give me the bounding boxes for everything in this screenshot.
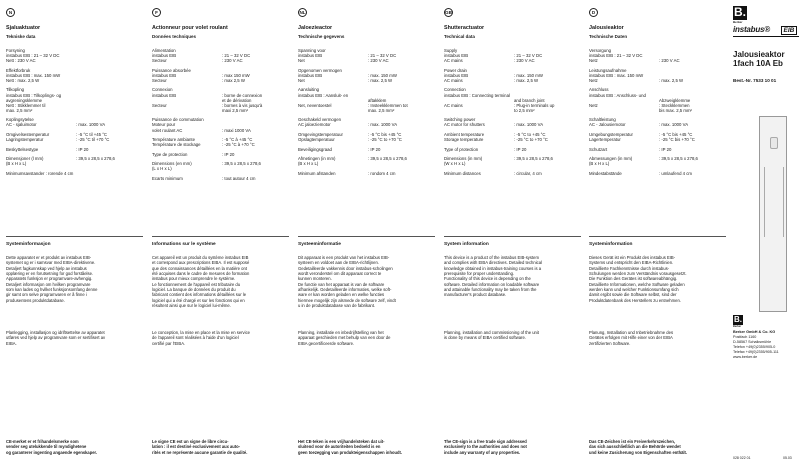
- paragraph-line: logiciel qui a été chargé et sur les fonctions qui en: [152, 297, 245, 303]
- spec-label: instabus EIB: [298, 53, 323, 59]
- spec-label: instabus EIB : 21 – 32 V DC: [589, 53, 643, 59]
- spec-label: Nett : 230 V AC: [6, 58, 36, 64]
- spec-label: Tilkopling: [6, 87, 24, 93]
- spec-label: Dimensions (in mm): [444, 156, 483, 161]
- spec-label: Forsyning: [6, 48, 25, 53]
- spec-label: AC jaloeziemotor: [298, 122, 331, 128]
- order-number: Best.-Nr. 7533 10 01: [733, 78, 777, 83]
- footer-code: 028 022 01: [733, 456, 751, 460]
- spec-value: : 39,5 x 28,5 x 278,6: [76, 156, 115, 161]
- spec-label: Omgivelsestemperatur: [6, 131, 50, 137]
- ce-line: CE-merket er et frihandelsmerke som: [6, 439, 79, 444]
- paragraph-line: software. Detailed information on loadable software: [444, 281, 540, 287]
- language-column: [444, 0, 584, 467]
- system-info-paragraph: [444, 255, 581, 298]
- product-title: Jaloezieactor: [298, 25, 333, 31]
- language-column: [152, 0, 292, 467]
- spec-list: [152, 48, 292, 248]
- spec-label: Connection: [444, 87, 466, 93]
- instabus-logo: instabus®: [733, 25, 770, 34]
- system-info-paragraph: [6, 255, 143, 303]
- paragraph-line: gir samt om selve programvaren er å finne i: [6, 292, 87, 298]
- ce-notice: [298, 439, 435, 455]
- spec-label: AC mains: [444, 77, 463, 83]
- spec-label: Power drain: [444, 67, 467, 73]
- spec-value: : 230 V AC: [368, 58, 389, 64]
- paragraph-line: Le fonctionnement de l'appareil est tributaire du: [152, 281, 241, 287]
- spec-label: Température de stockage: [152, 142, 201, 148]
- address-line: www.berker.de: [733, 355, 758, 359]
- spec-value: : 21 – 32 V DC: [368, 53, 397, 59]
- spec-label: Minimum distances: [444, 170, 481, 176]
- paragraph-line: ware er kan worden geladen en welke functies: [298, 292, 385, 298]
- paragraph-line: Cet appareil est un produit du système instabus EIB: [152, 255, 249, 260]
- product-title: Actionneur pour volet roulant: [152, 25, 228, 31]
- spec-value: Abzweigklemme: [659, 97, 691, 103]
- paragraph-line: and complies with EIBA directives. Detailed technical: [444, 260, 542, 266]
- ce-notice: [6, 439, 143, 455]
- spec-label: (L x H x L): [152, 166, 172, 172]
- spec-label: instabus EIB : 21 – 32 V DC: [6, 53, 60, 59]
- ce-line: Das CE-Zeichen ist ein Freiverkehrszeichen,: [589, 439, 676, 444]
- spec-value: : max. 150 mW: [368, 72, 397, 78]
- spec-value: : 39,5 x 28,5 x 278,6: [514, 156, 553, 161]
- product-title: Shutteractuator: [444, 25, 485, 31]
- spec-label: Température ambiante: [152, 137, 195, 142]
- paragraph-line: Dieses Gerät ist ein Produkt des instabus EIB-: [589, 255, 676, 260]
- ce-notice: [589, 439, 726, 455]
- language-column: [589, 0, 729, 467]
- spec-value: : max. 1000 VA: [76, 122, 106, 128]
- spec-label: Lagertemperatur: [589, 137, 621, 142]
- section-divider: [152, 236, 289, 237]
- spec-label: Beskyttelsestype: [6, 146, 39, 152]
- paragraph-line: Detaillierte Informationen, welche Software geladen: [589, 281, 685, 287]
- spec-label: Alimentation: [152, 48, 176, 53]
- spec-label: Schutzart: [589, 146, 608, 152]
- paragraph-line: Schulungen werden zum Verständnis vorausgesetzt.: [589, 271, 687, 277]
- product-title-1: Jalousieaktor: [733, 50, 785, 59]
- paragraph-line: Detaillierte Fachkenntnisse durch instabus-: [589, 265, 670, 271]
- spec-label: Net: [298, 58, 305, 64]
- spec-label: Leistungsaufnahme: [589, 67, 627, 73]
- spec-label: Effektforbruk: [6, 67, 31, 73]
- device-body: [764, 167, 784, 237]
- paragraph-line: manufacturer's product database.: [444, 292, 507, 298]
- spec-value: : 230 V AC: [659, 58, 680, 64]
- paragraph-line: afhankelijk. Gedetailleerde informaties, welke soft-: [298, 287, 392, 293]
- spec-value: : IP 20: [368, 146, 381, 152]
- spec-value: : max. 2,5 W: [514, 77, 539, 83]
- spec-label: instabus EIB: [152, 92, 177, 98]
- spec-value: : Plug-in terminals up: [514, 102, 555, 108]
- spec-list: [589, 48, 729, 248]
- section-divider: [444, 236, 581, 237]
- spec-value: : Steckklemmen: [659, 102, 690, 108]
- technical-data-heading: Technische Daten: [589, 34, 628, 39]
- berker-logo: B.: [734, 5, 746, 19]
- paragraph-line: apparaat geschieden met behulp van een door de: [298, 335, 391, 341]
- spec-value: to 2,5 mm²: [514, 107, 535, 113]
- section-divider: [589, 236, 726, 237]
- spec-value: : IP 20: [514, 146, 527, 152]
- spec-label: Netz: [589, 77, 598, 83]
- paragraph-line: Gerätes erfolgen mit Hilfe einer von der EIBA: [589, 335, 673, 341]
- paragraph-line: u in de produktdatabase van de fabrikant.: [298, 303, 376, 309]
- spec-label: Schaltleistung: [589, 117, 616, 123]
- spec-label: avgreningsklemme: [6, 97, 43, 103]
- spec-label: Omgevingstemperatuur: [298, 131, 343, 137]
- spec-label: instabus EIB: [152, 53, 177, 59]
- installation-paragraph: [6, 330, 143, 346]
- spec-label: instabus EIB : Tilkoplings- og: [6, 92, 62, 98]
- installation-paragraph: [152, 330, 289, 346]
- spec-label: Nett : Stikklemmer til: [6, 102, 46, 108]
- eib-logo: EIB: [781, 26, 797, 35]
- spec-value: : max. 1000 VA: [659, 122, 689, 128]
- spec-label: instabus EIB : Aansluit- en: [298, 92, 349, 98]
- spec-list: [444, 48, 584, 248]
- paragraph-line: Dette apparatet er et produkt av instabus EIB-: [6, 255, 92, 260]
- spec-label: (B x H x L): [6, 161, 27, 167]
- ce-notice: [152, 439, 289, 455]
- spec-label: Umgebungstemperatur: [589, 131, 633, 137]
- paragraph-line: logiciel. La banque de données du produit du: [152, 287, 236, 293]
- spec-label: Afmetingen (in mm): [298, 156, 336, 161]
- spec-value: bis max. 2,5 mm²: [659, 107, 692, 113]
- spec-label: Dimensjoner (l mm): [6, 156, 44, 161]
- spec-label: instabus EIB : max. 150 mW: [589, 72, 644, 78]
- spec-value: : -5 °C à +45 °C: [222, 137, 253, 142]
- ce-line: The CE-sign is a free trade sign addressed: [444, 439, 527, 444]
- spec-label: Dimensions (en mm): [152, 161, 192, 167]
- language-badge: NL: [299, 10, 306, 15]
- spec-value: : max 150 mW: [222, 72, 250, 78]
- paragraph-line: que des connaissances détaillées en la matière ont: [152, 265, 247, 271]
- spec-label: instabus EIB: [298, 72, 323, 78]
- spec-label: Puissance absorbée: [152, 67, 191, 73]
- spec-label: Puissance de commutation: [152, 117, 204, 123]
- device-clip: [770, 137, 778, 149]
- sidebar: [733, 0, 802, 467]
- product-title: Sjaluaktuator: [6, 25, 41, 31]
- spec-value: : IP 20: [659, 146, 672, 152]
- spec-label: AC - Jalousiemotor: [589, 122, 626, 128]
- spec-label: Type de protection: [152, 151, 188, 157]
- language-badge: N: [6, 8, 15, 17]
- spec-value: : 39,5 x 28,5 x 278,6: [222, 161, 261, 167]
- ce-line: das sich ausschließlich an die Behörde wendet: [589, 444, 681, 450]
- spec-value: : circular, 4 cm: [514, 170, 542, 176]
- device-illustration: [759, 116, 787, 312]
- paragraph-line: and attainable functionality may be taken from the: [444, 287, 537, 293]
- paragraph-line: Detaljert informasjon om hvilken programvare: [6, 281, 91, 287]
- language-column: [298, 0, 438, 467]
- ce-line: geen toezegging van produkteigenschappen inhoudt.: [298, 449, 402, 455]
- paragraph-line: damit ergibt sowie die Software selbst, sind der: [589, 292, 677, 298]
- paragraph-line: Apparatets funksjon er programvare-avhengig.: [6, 276, 93, 282]
- ce-line: Le signe CE est un signe de libre circu-: [152, 439, 229, 444]
- spec-list: [6, 48, 146, 248]
- paragraph-line: Detaljert fagkunnskap ved hjelp av instabus: [6, 265, 87, 271]
- system-info-heading: Systeeminformatie: [298, 242, 341, 247]
- spec-value: : 39,5 x 28,5 x 278,6: [368, 156, 407, 161]
- language-badge: GB: [445, 10, 452, 15]
- ce-line: und keine Zusicherung von Eigenschaften enthält.: [589, 449, 688, 455]
- spec-value: : -5 °C bis +45 °C: [368, 131, 402, 137]
- footer-date: 05.03: [783, 456, 792, 460]
- address-line: D-58567 Schalksmühle: [733, 340, 772, 344]
- spec-label: Ambient temperature: [444, 131, 485, 137]
- spec-value: : -25 °C bis +70 °C: [659, 137, 695, 142]
- spec-label: Netz: [589, 58, 598, 64]
- spec-label: Mindestabstände: [589, 170, 622, 176]
- spec-label: AC - sjaluimotor: [6, 122, 37, 128]
- paragraph-line: Die Funktion des Gerätes ist softwareabhängig.: [589, 276, 678, 282]
- paragraph-line: certifié par l'EIBA.: [152, 340, 186, 346]
- berker-brand-name-small: Berker: [733, 325, 742, 328]
- spec-label: instabus EIB: [444, 53, 469, 59]
- system-info-heading: Informations sur le système: [152, 242, 216, 247]
- spec-value: : max 2,5 W: [222, 77, 245, 83]
- system-info-paragraph: [298, 255, 435, 308]
- spec-value: and branch joint: [514, 97, 545, 103]
- spec-label: Ecarts minimum: [152, 175, 183, 181]
- paragraph-line: Dit apparaat is een produkt van het instabus EIB-: [298, 255, 390, 260]
- spec-value: : -5 °C to +45 °C: [514, 131, 546, 137]
- paragraph-line: utføres ved hjelp av programvare som er sertifisert av: [6, 335, 106, 341]
- spec-label: Connexion: [152, 87, 173, 93]
- spec-label: Moteur pour: [152, 122, 176, 128]
- spec-label: instabus EIB: [152, 72, 177, 78]
- installation-paragraph: [298, 330, 435, 346]
- ce-line: sluitend voor de autoriteiten bedoeld is en: [298, 444, 381, 450]
- address-line: Postfach 1160: [733, 335, 757, 339]
- paragraph-line: knowledge obtained in instabus-training courses is a: [444, 265, 542, 271]
- system-info-heading: System information: [444, 242, 489, 247]
- spec-label: instabus EIB : Anschluss- und: [589, 92, 646, 98]
- spec-label: Minimumsavstander : rorende 4 cm: [6, 170, 74, 176]
- ce-line: lation : il est destiné exclusivement aux auto-: [152, 444, 241, 450]
- language-badge: D: [589, 8, 598, 17]
- spec-value: : umlaufend 4 cm: [659, 170, 692, 176]
- paragraph-line: Planlegging, installasjon og idriftsettelse av apparatet: [6, 330, 105, 335]
- technical-data-heading: Données techniques: [152, 34, 197, 39]
- paragraph-line: Produktdatenbank des Herstellers zu entnehmen.: [589, 297, 681, 303]
- spec-label: Opgenomen vermogen: [298, 67, 342, 73]
- paragraph-line: Planning, installatie en inbedrijfstelling van het: [298, 330, 384, 335]
- spec-value: : -25 °C to +70 °C: [514, 137, 548, 142]
- spec-label: Beveiligingsgraad: [298, 146, 332, 152]
- ce-line: include any warranty of any properties.: [444, 449, 521, 455]
- paragraph-line: som kan lades og hvilket funksjonsomfang denne: [6, 287, 98, 293]
- spec-label: (B x H x L): [589, 161, 610, 167]
- installation-paragraph: [589, 330, 726, 346]
- spec-value: : 21 – 32 V DC: [514, 53, 543, 59]
- spec-label: Storage temperature: [444, 137, 484, 142]
- spec-label: Type of protection: [444, 146, 479, 152]
- paragraph-line: Planung, Installation und Inbetriebnahme des: [589, 330, 674, 335]
- paragraph-line: fabricant contient des informations détaillées sur le: [152, 292, 247, 298]
- section-divider: [6, 236, 143, 237]
- spec-value: : -25 °C til +70 °C: [76, 137, 110, 142]
- spec-label: AC mains: [444, 102, 463, 108]
- sidebar-rule-top: [733, 36, 799, 37]
- company-name: Berker GmbH & Co. KG: [733, 330, 776, 334]
- company-address: [733, 335, 779, 360]
- paragraph-line: Functionality of this device is depending on the: [444, 276, 531, 282]
- ce-notice: [444, 439, 581, 455]
- spec-value: maxi 2,5 mm²: [222, 107, 249, 113]
- spec-value: : 230 V AC: [222, 58, 243, 64]
- spec-value: : 21 – 32 V DC: [222, 53, 251, 59]
- technical-data-heading: Technical data: [444, 34, 475, 39]
- paragraph-line: wordt veronderstel om dit apparaat correct te: [298, 271, 382, 277]
- spec-label: Switching power: [444, 117, 476, 123]
- paragraph-line: Planning, installation and commissioning of the unit: [444, 330, 539, 335]
- technical-data-heading: Technische gegevens: [298, 34, 345, 39]
- spec-value: : -25 °C à +70 °C: [222, 142, 255, 148]
- spec-value: : IP 20: [222, 151, 235, 157]
- system-info-heading: Systeminformasjon: [6, 242, 51, 247]
- spec-label: Koplingsytelse: [6, 117, 34, 123]
- paragraph-line: produsentens produktdatabase.: [6, 297, 65, 303]
- paragraph-line: De functie van het apparaat is van de software: [298, 281, 385, 287]
- paragraph-line: EIBA.: [6, 340, 17, 346]
- paragraph-line: werden kann und welcher Funktionsumfang sich: [589, 287, 679, 293]
- spec-label: (B x H x L): [298, 161, 319, 167]
- spec-value: : -5 °C til +45 °C: [76, 131, 108, 137]
- spec-label: AC motor for shutters: [444, 122, 485, 128]
- spec-label: Spanning voor: [298, 48, 326, 53]
- spec-value: : max. 1000 VA: [514, 122, 544, 128]
- language-column: [6, 0, 146, 467]
- spec-list: [298, 48, 438, 248]
- ce-line: og garanterer ingenting angaende egenskaper.: [6, 449, 97, 455]
- paragraph-line: Systems und entspricht den EIBA-Richtlinien.: [589, 260, 674, 266]
- spec-value: : max. 150 mW: [514, 72, 543, 78]
- spec-label: (W x H x L): [444, 161, 466, 167]
- paragraph-line: instabus pour mieux comprendre le système.: [152, 276, 236, 282]
- spec-value: : 230 V AC: [514, 58, 535, 64]
- section-divider: [298, 236, 435, 237]
- berker-logo-small: B.: [734, 315, 742, 324]
- spec-label: Opslagtemperatuur: [298, 137, 335, 142]
- address-line: Telefon +49(0)2355/905-0: [733, 345, 776, 349]
- spec-label: Net: [298, 77, 305, 83]
- system-info-paragraph: [152, 255, 289, 308]
- spec-label: Versorgung: [589, 48, 611, 53]
- spec-label: Anschluss: [589, 87, 609, 93]
- spec-label: max. 2,5 mm²: [6, 107, 33, 113]
- spec-value: : -25 °C to +70 °C: [368, 137, 402, 142]
- paragraph-line: This device is a product of the instabus EIB-system: [444, 255, 539, 260]
- system-info-paragraph: [589, 255, 726, 303]
- spec-value: : bornes à vis jusqu'à: [222, 102, 263, 108]
- spec-label: AC mains: [444, 58, 463, 64]
- product-title-2: 1fach 10A Eb: [733, 59, 783, 68]
- spec-label: volet roulant AC: [152, 127, 183, 133]
- product-title: Jalousieaktor: [589, 25, 624, 31]
- spec-label: Minimum afstanden: [298, 170, 336, 176]
- spec-value: et de dérivation: [222, 97, 252, 103]
- system-info-heading: Systeminformation: [589, 242, 633, 247]
- spec-label: Net, neventoestel: [298, 102, 332, 108]
- spec-label: instabus EIB: [444, 72, 469, 78]
- spec-value: : -5 °C bis +45 °C: [659, 131, 693, 137]
- spec-value: : tout autour 4 cm: [222, 175, 256, 181]
- spec-value: : max. 2,5 W: [659, 77, 684, 83]
- paragraph-line: résultent ainsi que sur le logiciel lui-même.: [152, 303, 231, 309]
- paragraph-line: opplæring er en forutsetning for god forståelse.: [6, 271, 94, 277]
- paragraph-line: de l'appareil sont réalisées à l'aide d'un logiciel: [152, 335, 239, 341]
- paragraph-line: été acquises dans le cadre de mesures de formation: [152, 271, 250, 277]
- technical-data-heading: Tekniske data: [6, 34, 36, 39]
- paragraph-line: EIBA gecertificeerde software.: [298, 340, 355, 346]
- spec-label: Netz: [589, 102, 598, 108]
- spec-value: : Insteekklemmen tot: [368, 102, 408, 108]
- spec-label: Supply: [444, 48, 458, 53]
- ce-line: vender seg utelukkende til myndighetene: [6, 444, 87, 450]
- spec-value: : maxi 1000 VA: [222, 127, 251, 133]
- spec-label: Lagringstemperatur: [6, 137, 44, 142]
- spec-label: instabus EIB : Connecting terminal: [444, 92, 510, 98]
- paragraph-line: zertifizierten Software.: [589, 340, 631, 346]
- paragraph-line: kunnen monteren.: [298, 276, 332, 282]
- spec-value: : borne de connexion: [222, 92, 263, 98]
- spec-value: aftakklem: [368, 97, 387, 103]
- paragraph-line: is done by means of EIBA certified software.: [444, 335, 526, 341]
- spec-value: : max. 2,5 W: [368, 77, 393, 83]
- ce-line: rités et ne représente aucune garantie de qualité.: [152, 449, 248, 455]
- spec-label: Secteur: [152, 102, 167, 108]
- paragraph-line: Gedetailleerde vakkennis door instabus-scholingen: [298, 265, 393, 271]
- spec-value: : 39,5 x 28,5 x 278,6: [659, 156, 698, 161]
- paragraph-line: et correspond aux prescriptions EIBA. Il est supposé: [152, 260, 250, 266]
- spec-label: Geschakeld vermogen: [298, 117, 341, 123]
- paragraph-line: systemet og er i samsvar med EIBA-direktivene.: [6, 260, 96, 266]
- paragraph-line: Le conception, la mise en place et la mise en service: [152, 330, 250, 335]
- paragraph-line: prerequisite for proper understanding.: [444, 271, 515, 277]
- berker-brand-name: Berker: [733, 20, 743, 24]
- spec-label: instabus EIB : max. 150 mW: [6, 72, 61, 78]
- spec-value: max. 2,5 mm²: [368, 107, 395, 113]
- spec-value: : rondom 4 cm: [368, 170, 396, 176]
- paragraph-line: hiermee mogelijk zijn alsmede de software zelf, vindt: [298, 297, 396, 303]
- spec-label: Secteur: [152, 77, 167, 83]
- ce-line: exclusively to the authorities and does not: [444, 444, 527, 450]
- spec-value: : IP 20: [76, 146, 89, 152]
- ce-line: Het CE-teken is een vrijhandelsteken dat uit-: [298, 439, 385, 444]
- spec-label: Abmessungen (in mm): [589, 156, 633, 161]
- paragraph-line: systeem en voldoet aan de EIBA-richtlijnen.: [298, 260, 380, 266]
- installation-paragraph: [444, 330, 581, 341]
- spec-label: Nett : max. 2,5 W: [6, 77, 40, 83]
- spec-label: Aansluiting: [298, 87, 320, 93]
- language-badge: F: [152, 8, 161, 17]
- spec-value: : max. 1000 VA: [368, 122, 398, 128]
- address-line: Telefax +49(0)2355/905-111: [733, 350, 779, 354]
- spec-label: Secteur: [152, 58, 167, 64]
